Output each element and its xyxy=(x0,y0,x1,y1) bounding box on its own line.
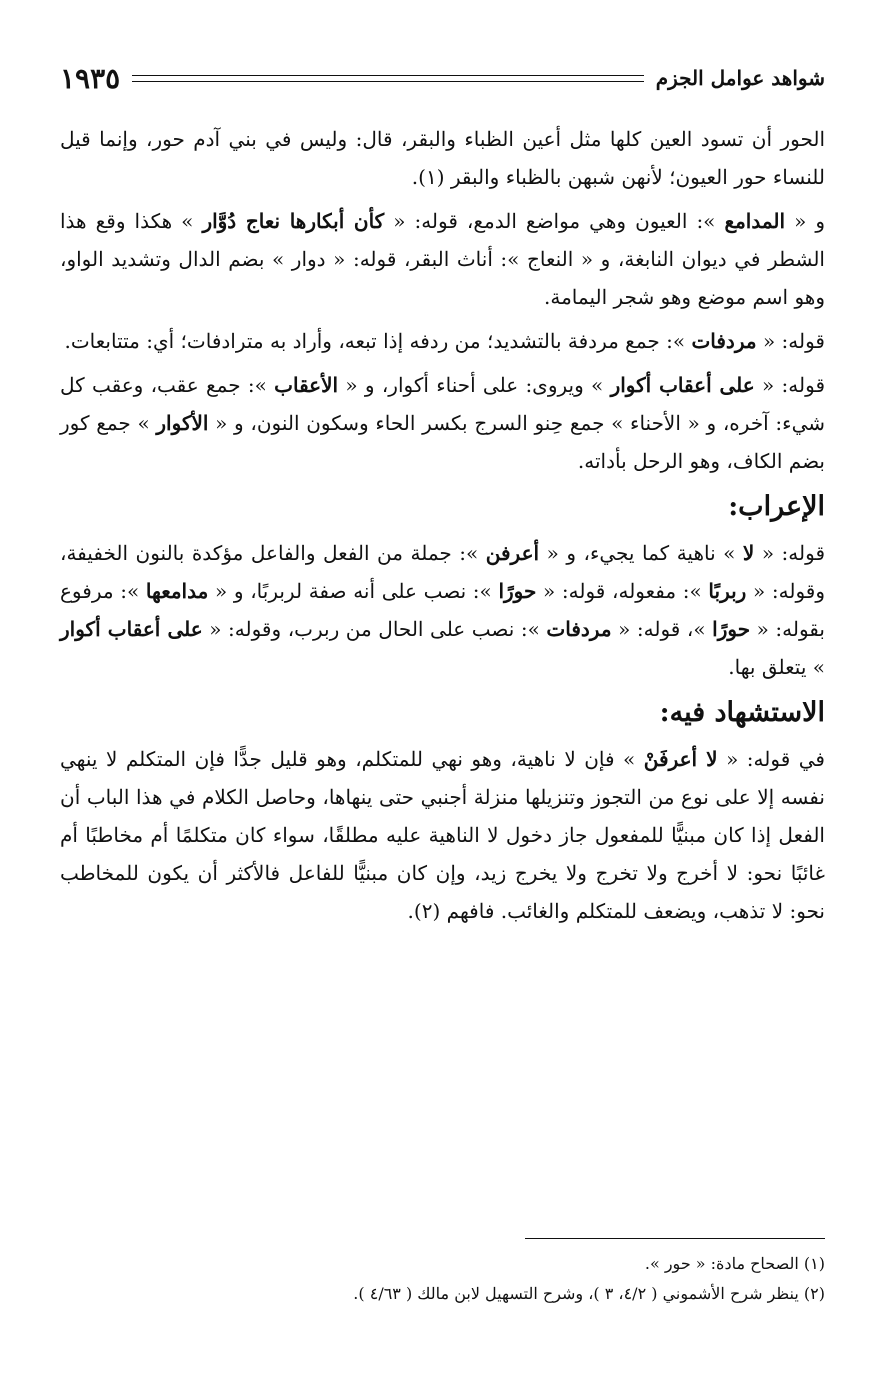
term-ala-a3qab: على أعقاب أكوار xyxy=(610,373,755,397)
section-heading-istishhad: الاستشهاد فيه: xyxy=(659,697,825,728)
paragraph-istishhad: في قوله: « لا أعرفَنْ » فإن لا ناهية، وهو نهي للمتكلم، وهو قليل جدًّا فإن المتكلم لا ينهي نفسه إلا على نوع من التجوز وتنزيلها منزلة أجنبي حتى ينهاها، وحاصل الكلام في هذا الباب أن الفعل إذا كان مبنيًّا للمفعول جاز دخول لا الناهية عليه مطلقًا، سواء كان متكلمًا أم مخاطبًا أم غائبًا نحو: لا أخرج ولا تخرج ولا يخرج زيد، وإن كان مبنيًّا للفاعل فالأكثر أن يكون للمخاطب نحو: لا تذهب، ويضعف للمتكلم والغائب. فافهم (٢). xyxy=(60,747,825,923)
header-rule xyxy=(132,75,644,82)
term-a3qab: الأعقاب xyxy=(274,373,339,397)
paragraph-murdafat: قوله: « مردفات »: جمع مردفة بالتشديد؛ من ردفه إذا تبعه، وأراد به مترادفات؛ أي: متتابعات. xyxy=(64,329,825,353)
footnotes xyxy=(60,1238,825,1309)
footnote-2: (٢) ينظر شرح الأشموني ( ٤/٢، ٣ )، وشرح التسهيل لابن مالك ( ٤/٦٣ ). xyxy=(353,1284,825,1303)
footnote-1: (١) الصحاح مادة: « حور ». xyxy=(644,1254,825,1273)
term-murdafat: مردفات xyxy=(691,329,757,353)
quote-abkaruha: كأن أبكارها نعاج دُوَّار xyxy=(202,209,385,233)
section-heading-i3rab: الإعراب: xyxy=(728,491,825,522)
term-akwar: الأكوار xyxy=(156,411,209,435)
footnote-rule xyxy=(525,1238,825,1239)
page-number: ١٩٣٥ xyxy=(60,61,121,95)
paragraph-hur: الحور أن تسود العين كلها مثل أعين الظباء والبقر، قال: وليس في بني آدم حور، وإنما قيل للنساء حور العيون؛ لأنهن شبهن بالظباء والبقر (١). xyxy=(60,127,825,189)
paragraph-madami: و « المدامع »: العيون وهي مواضع الدمع، قوله: « كأن أبكارها نعاج دُوَّار » هكذا وقع هذا الشطر في ديوان النابغة، و « النعاج »: أناث البقر، قوله: « دوار » بضم الدال وتشديد الواو، وهو اسم موضع وهو شجر اليمامة. xyxy=(60,209,826,309)
term-madami: المدامع xyxy=(724,209,786,233)
main-text xyxy=(60,120,825,936)
paragraph-i3rab: قوله: « لا » ناهية كما يجيء، و « أعرفن »: جملة من الفعل والفاعل مؤكدة بالنون الخفيفة، وقوله: « ربربًا »: مفعوله، قوله: « حورًا »: نصب على أنه صفة لربربًا، و « مدامعها »: مرفوع بقوله: « حورًا »، قوله: « مردفات »: نصب على الحال من ربرب، وقوله: « على أعقاب أكوار » يتعلق بها. xyxy=(60,541,826,679)
running-title: شواهد عوامل الجزم xyxy=(655,66,825,90)
page-header xyxy=(60,58,825,98)
paragraph-a3qab: قوله: « على أعقاب أكوار » ويروى: على أحناء أكوار، و « الأعقاب »: جمع عقب، وعقب كل شيء: آخره، و « الأحناء » جمع حِنو السرج بكسر الحاء وسكون النون، و « الأكوار » جمع كور بضم الكاف، وهو الرحل بأداته. xyxy=(60,373,826,473)
